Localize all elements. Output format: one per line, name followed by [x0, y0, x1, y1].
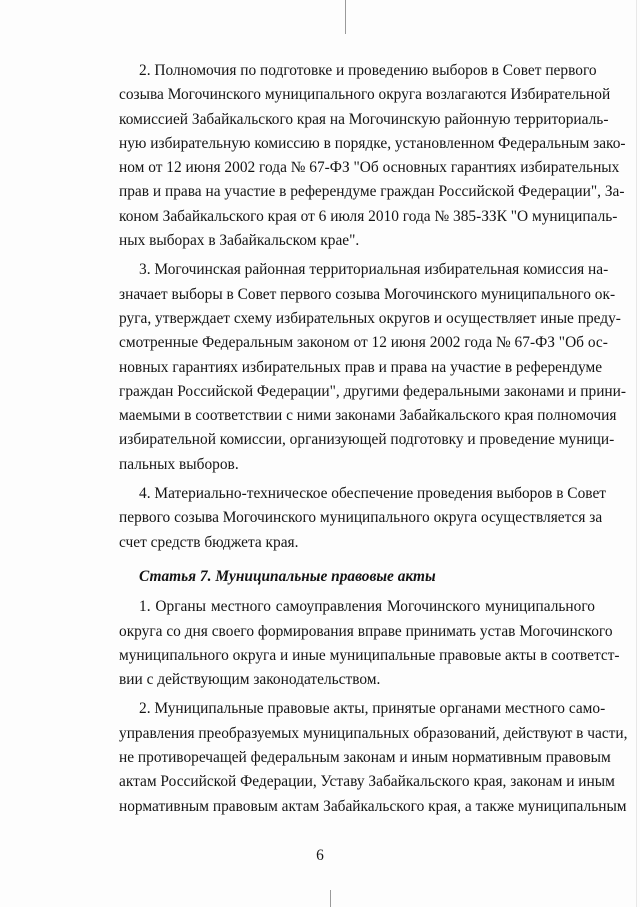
paragraph-line: нормативным правовым актам Забайкальского края, а также муниципальным — [119, 797, 627, 815]
paragraphs-after-heading — [119, 595, 628, 819]
scan-artifact-edge — [636, 0, 637, 907]
paragraph-line: ную избирательную комиссию в порядке, установленном Федеральным зако- — [119, 134, 626, 152]
paragraph-line: округа со дня своего формирования вправе принимать устав Могочинского — [119, 622, 613, 640]
document-body — [119, 59, 628, 819]
paragraph-line: не противоречащей федеральным законам и иным нормативным правовым — [119, 749, 611, 767]
paragraph-line: 1. Органы местного самоуправления Могочинского муниципального — [139, 598, 595, 616]
paragraph-line: управления преобразуемых муниципальных образований, действуют в части, — [119, 724, 628, 742]
paragraph-line: руга, утверждает схему избирательных округов и осуществляет иные преду- — [119, 309, 621, 327]
paragraph-line: вии с действующим законодательством. — [119, 671, 381, 689]
paragraph-line: 2. Полномочия по подготовке и проведению выборов в Совет первого — [139, 62, 597, 79]
paragraph-line: созыва Могочинского муниципального округа возлагаются Избирательной — [119, 86, 611, 104]
paragraph-line: избирательной комиссии, организующей подготовку и проведение муници- — [119, 431, 615, 449]
paragraph-line: коном Забайкальского края от 6 июля 2010 года № 385-ЗЗК "О муниципаль- — [119, 207, 618, 225]
paragraph-line: 2. Муниципальные правовые акты, принятые органами местного само- — [139, 700, 606, 718]
paragraph-line: граждан Российской Федерации", другими федеральными законами и прини- — [119, 382, 627, 400]
paragraphs-before-heading — [119, 59, 627, 555]
paragraph — [119, 258, 627, 477]
paragraph-line: комиссией Забайкальского края на Могочинскую районную территориаль- — [119, 110, 609, 128]
paragraph — [119, 482, 607, 555]
paragraph-line: значает выборы в Совет первого созыва Могочинского муниципального ок- — [119, 285, 616, 303]
paragraph — [119, 697, 628, 818]
scan-artifact-bottom — [330, 890, 331, 907]
paragraph-line: 3. Могочинская районная территориальная избирательная комиссия на- — [139, 261, 609, 279]
page-number: 6 — [316, 847, 324, 864]
paragraph-line: пальных выборов. — [119, 455, 239, 473]
scan-artifact-top — [345, 0, 346, 34]
paragraph-line: 4. Материально-техническое обеспечение проведения выборов в Совет — [139, 485, 607, 503]
paragraph-line: первого созыва Могочинского муниципального округа осуществляется за — [119, 509, 603, 527]
paragraph — [119, 59, 626, 253]
paragraph-line: муниципального округа и иные муниципальные правовые акты в соответст- — [119, 646, 620, 664]
paragraph-line: ном от 12 июня 2002 года № 67-ФЗ "Об основных гарантиях избирательных — [119, 159, 620, 177]
paragraph-line: смотренные Федеральным законом от 12 июня 2002 года № 67-ФЗ "Об ос- — [119, 334, 608, 352]
paragraph-line: счет средств бюджета края. — [119, 533, 299, 551]
paragraph — [119, 595, 620, 692]
article-heading: Статья 7. Муниципальные правовые акты — [139, 567, 436, 585]
paragraph-line: прав и права на участие в референдуме граждан Российской Федерации", За- — [119, 183, 625, 201]
paragraph-line: маемыми в соответствии с ними законами Забайкальского края полномочия — [119, 407, 617, 425]
paragraph-line: ных выборах в Забайкальском крае". — [119, 232, 360, 250]
paragraph-line: новных гарантиях избирательных прав и права на участие в референдуме — [119, 358, 603, 376]
paragraph-line: актам Российской Федерации, Уставу Забайкальского края, законам и иным — [119, 773, 615, 791]
